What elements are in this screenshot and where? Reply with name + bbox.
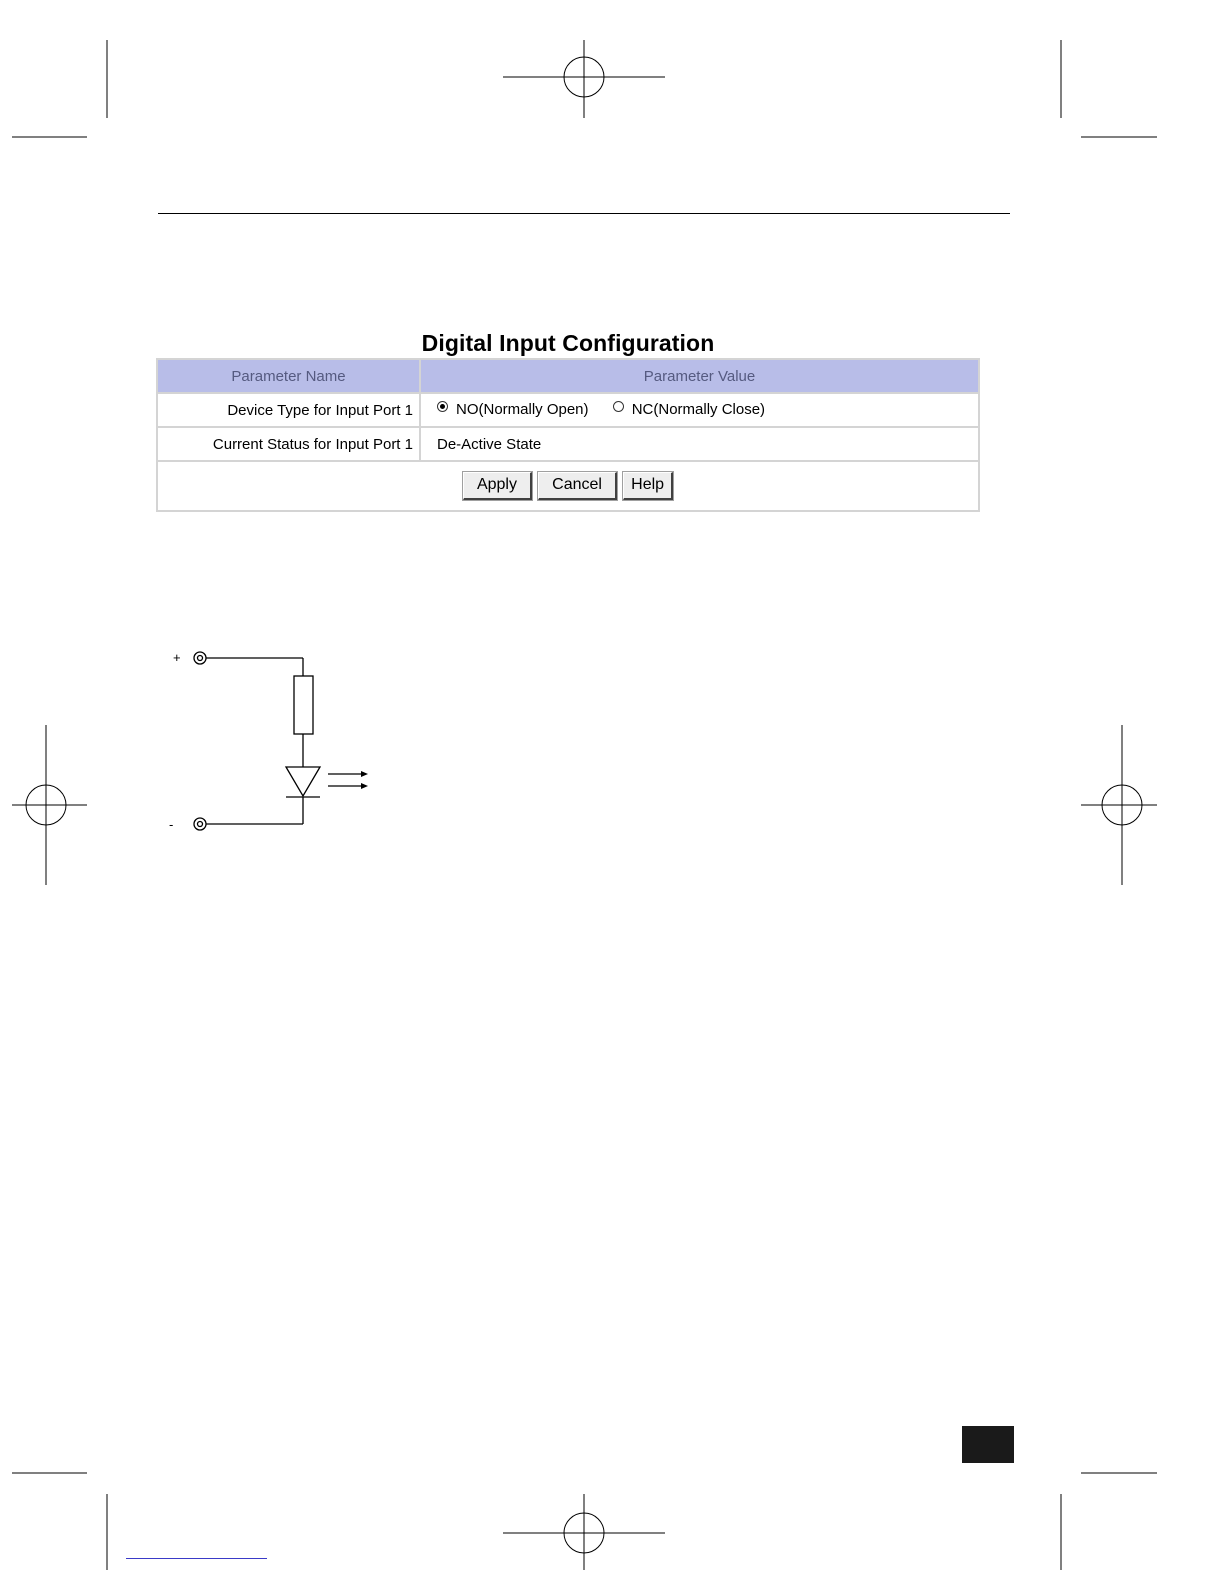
current-status-value: De-Active State	[420, 427, 979, 461]
footer-link-underline	[126, 1558, 267, 1559]
minus-terminal-label: -	[169, 817, 174, 832]
light-emission-arrows-icon	[361, 771, 368, 789]
page-number-tab	[962, 1426, 1014, 1463]
action-cell	[157, 461, 979, 511]
minus-terminal-icon	[194, 818, 206, 830]
config-table	[156, 358, 980, 512]
radio-option-nc[interactable]	[613, 401, 765, 418]
plus-terminal-icon	[194, 652, 206, 664]
table-row	[157, 393, 979, 427]
radio-checked-icon[interactable]	[437, 401, 448, 412]
radio-label-nc: NC(Normally Close)	[631, 401, 766, 418]
table-row	[157, 427, 979, 461]
device-type-radio-group	[420, 393, 979, 427]
radio-option-no[interactable]	[437, 401, 589, 418]
cancel-button[interactable]: Cancel	[538, 472, 617, 500]
action-row	[157, 461, 979, 511]
row-label-device-type: Device Type for Input Port 1	[157, 393, 420, 427]
led-diode-icon	[286, 767, 320, 796]
column-header-value: Parameter Value	[420, 359, 979, 393]
resistor-icon	[294, 676, 313, 734]
panel-title: Digital Input Configuration	[421, 330, 715, 356]
digital-input-config-panel	[156, 322, 980, 512]
table-header-row	[157, 359, 979, 393]
apply-button[interactable]: Apply	[463, 472, 532, 500]
circuit-schematic	[160, 640, 380, 840]
plus-terminal-label: +	[173, 650, 181, 665]
header-rule	[158, 213, 1010, 214]
column-header-name: Parameter Name	[157, 359, 420, 393]
row-label-current-status: Current Status for Input Port 1	[157, 427, 420, 461]
help-button[interactable]: Help	[623, 472, 673, 500]
radio-unchecked-icon[interactable]	[613, 401, 624, 412]
input-circuit-diagram	[160, 640, 380, 840]
radio-label-no: NO(Normally Open)	[456, 401, 589, 418]
